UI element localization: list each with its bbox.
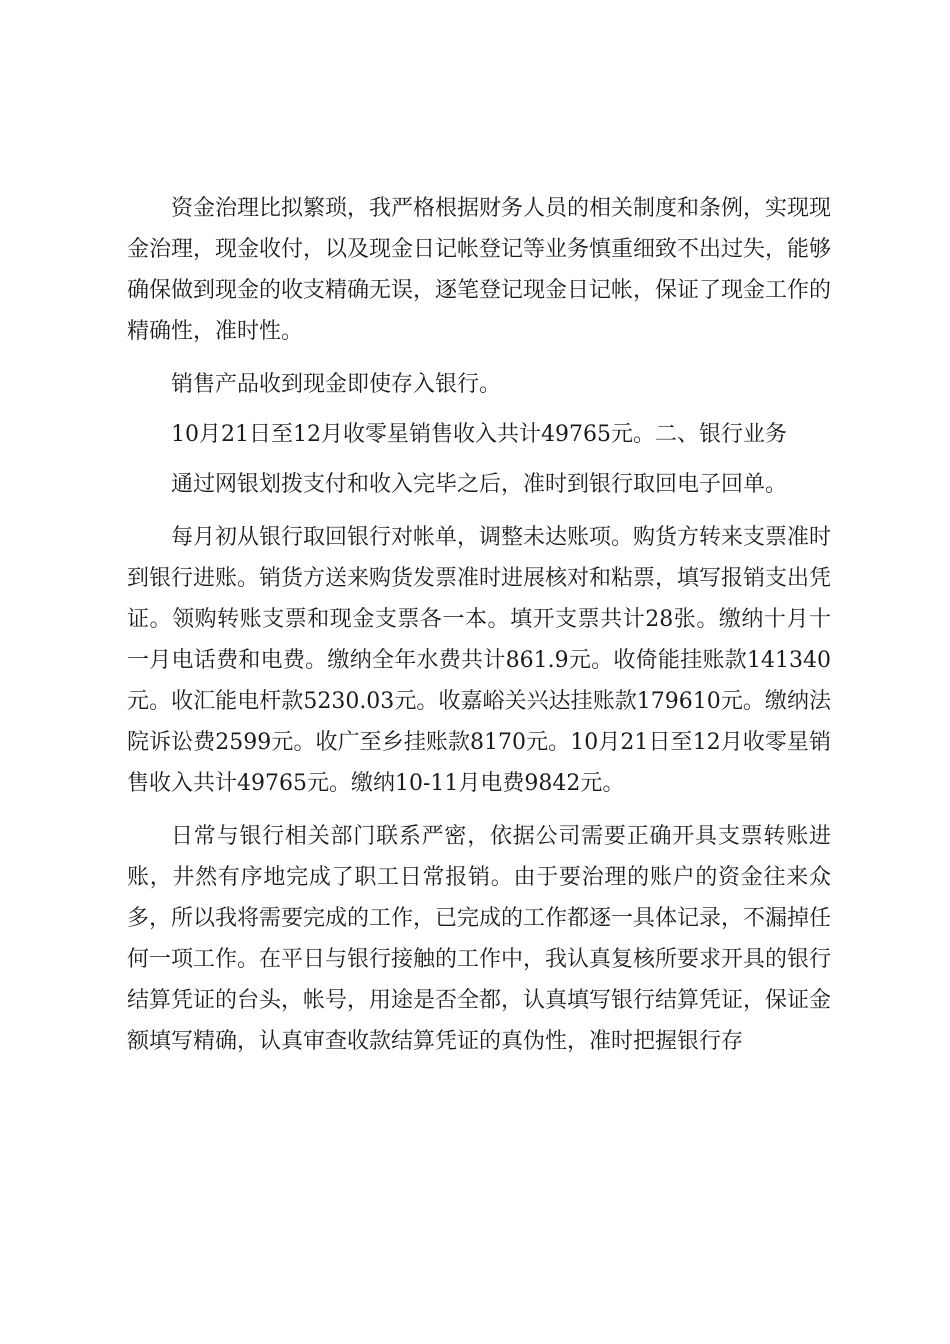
paragraph-deposit: 销售产品收到现金即使存入银行。 [171,372,502,397]
paragraph-cash-management: 资金治理比拟繁琐，我严格根据财务人员的相关制度和条例，实现现金治理，现金收付，以及现金日记帐登记等业务慎重细致不出过失，能够确保做到现金的收支精确无误，逐笔登记现金日记帐，保证了现金工作的精确性，准时性。 [127,196,832,344]
paragraph-daily-banking: 日常与银行相关部门联系严密，依据公司需要正确开具支票转账进账，井然有序地完成了职工日常报销。由于要治理的账户的资金往来众多，所以我将需要完成的工作，已完成的工作都逐一具体记录，不漏掉任何一项工作。在平日与银行接触的工作中，我认真复核所要求开具的银行结算凭证的台头，帐号，用途是否全都，认真填写银行结算凭证，保证金额填写精确，认真审查收款结算凭证的真伪性，准时把握银行存 [127,824,832,1054]
document-body [127,188,831,1062]
paragraph-retail-income: 10月21日至12月收零星销售收入共计49765元。二、银行业务 [171,422,787,447]
paragraph-online-banking: 通过网银划拨支付和收入完毕之后，准时到银行取回电子回单。 [171,472,788,497]
paragraph-bank-statement: 每月初从银行取回银行对帐单，调整未达账项。购货方转来支票准时到银行进账。销货方送来购货发票准时进展核对和粘票，填写报销支出凭证。领购转账支票和现金支票各一本。填开支票共计28张。缴纳十月十一月电话费和电费。缴纳全年水费共计861.9元。收倚能挂账款141340元。收汇能电杆款5230.03元。收嘉峪关兴达挂账款179610元。缴纳法院诉讼费2599元。收广至乡挂账款8170元。10月21日至12月收零星销售收入共计49765元。缴纳10-11月电费9842元。 [127,525,832,796]
